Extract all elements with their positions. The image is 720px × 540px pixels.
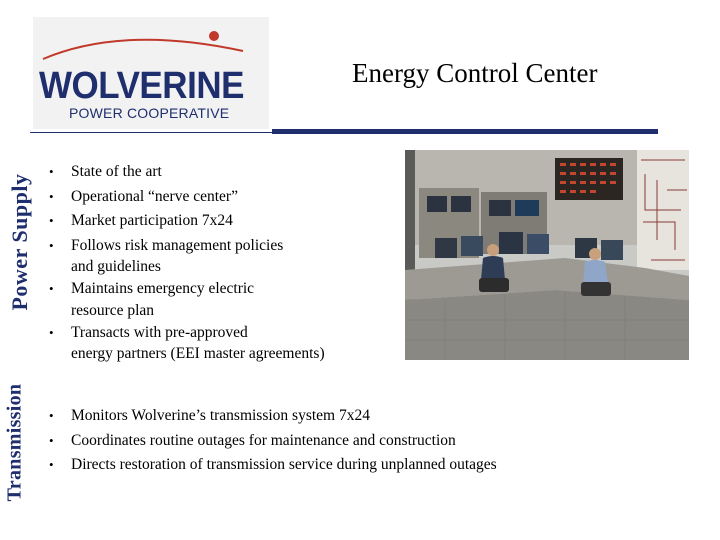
bullet-item <box>49 429 609 454</box>
bullet-text: Directs restoration of transmission service during unplanned outages <box>71 456 497 473</box>
section-label-power-supply: Power Supply <box>7 173 32 311</box>
bullet-text: Monitors Wolverine’s transmission system 7x24 <box>71 407 370 424</box>
bullet-item <box>49 185 409 210</box>
company-logo <box>33 17 269 129</box>
header-divider-thick <box>272 129 658 134</box>
bullet-item <box>49 234 409 278</box>
logo-wordmark: WOLVERINE <box>39 65 244 107</box>
bullet-item <box>49 453 609 478</box>
bullet-item <box>49 160 409 185</box>
power-supply-bullet-list <box>49 160 409 364</box>
bullet-item <box>49 321 409 365</box>
bullet-text: Maintains emergency electric <box>71 280 255 297</box>
bullet-continuation: resource plan <box>71 301 155 319</box>
bullet-text: Follows risk management policies <box>71 236 284 254</box>
transmission-bullet-list <box>49 404 609 478</box>
bullet-text: Operational “nerve center” <box>71 187 238 205</box>
bullet-item <box>49 277 409 321</box>
logo-subtitle: POWER COOPERATIVE <box>69 105 230 121</box>
bullet-text: Market participation 7x24 <box>71 212 233 229</box>
section-label-transmission: Transmission <box>3 383 26 502</box>
bullet-item <box>49 404 609 429</box>
bullet-continuation: energy partners (EEI master agreements) <box>71 345 325 362</box>
bullet-item <box>49 209 409 234</box>
bullet-text: Transacts with pre-approved <box>71 323 248 341</box>
bullet-continuation: and guidelines <box>71 258 161 275</box>
bullet-text: State of the art <box>71 163 162 180</box>
slide-title: Energy Control Center <box>352 58 598 88</box>
control-room-photo <box>405 150 689 360</box>
bullet-text: Coordinates routine outages for maintenance and construction <box>71 431 456 449</box>
